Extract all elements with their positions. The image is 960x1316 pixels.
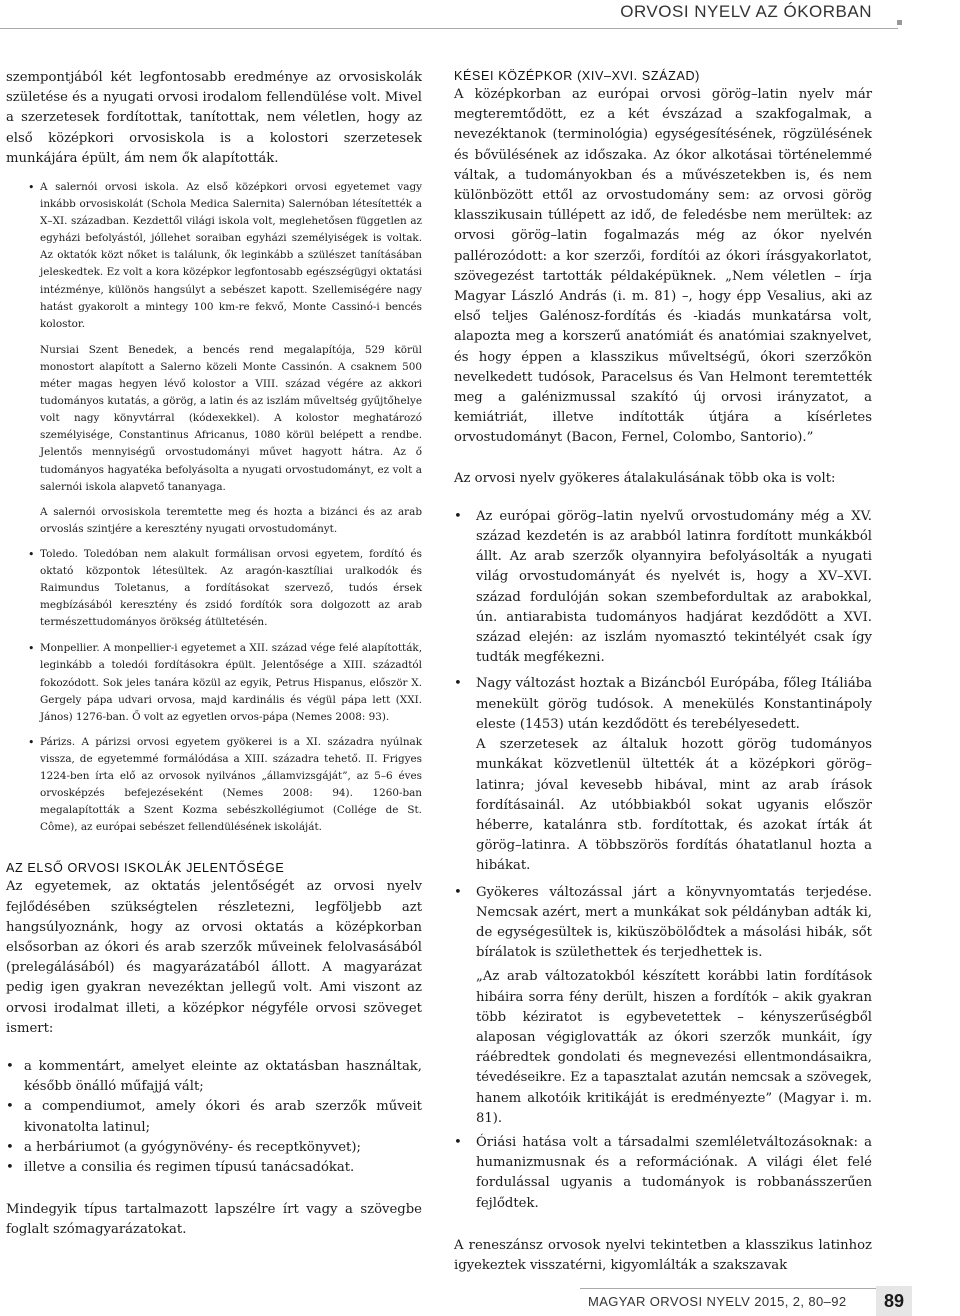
section-heading-late-middle-ages: KÉSEI KÖZÉPKOR (XIV–XVI. SZÁZAD) <box>454 69 700 83</box>
section-heading-first-schools: AZ ELSŐ ORVOSI ISKOLÁK JELENTŐSÉGE <box>6 861 285 876</box>
salerno-paragraph-2: Nursiai Szent Benedek, a bencés rend megalapítója, 529 körül monostort alapított a Salerno közeli Monte Cassinón. A csaknem 500 méter magas hegyen lévő kolostor a VIII. század végére az akkori tudományos kutatás, a görög, a latin és az iszlám műveltség gyűjtőhelye volt nagy könyvtárral (kódexekkel). A kolostor meghatározó személyisége, Constantinus Africanus, 1080 körül belépett a rendbe. Jelentős mennyiségű orvostudományi művet hagyott hátra. Az ő tudományos hagyatéka befolyásolta a nyugati orvostudományt, ez volt a salernói iskola alapvető tananyaga. <box>40 343 422 493</box>
header-rule <box>0 28 898 29</box>
right-paragraph-1: A középkorban az európai orvosi görög–latin nyelv már megteremtődött, ez a két évszázad a szakfogalmak, a nevezéktanok (terminológia) egységesítésének, rögzülésének és bővülésének az időszaka. Az ókor alkotásai történelemmé váltak, a tudományokban és a művészetekben is, és nem különbözött ettől az orvostudomány sem: az orvosi görög klasszikusain túllépett az idő, de feledésbe nem merültek: az orvosi görög–latin fogalmazás még az ókor nyelvén pallérozódott: a kor szerzői, fordítói az ókori írásgyakorlatot, szövegezést tartották példaképüknek. „Nem véletlen – írja Magyar László András (i. m. 81) –, hogy épp Vesalius, aki az első teljes Galénosz-fordítás és -kiadás munkatársa volt, alapozta meg a korszerű anatómiát és anatómiai szaknyelvet, és hogy éppen a klasszikus műveltségű, ókori szerzőkön nevelkedett tudósok, Paracelsus és Van Helmont teremtették meg a galénizmussal szakító új orvosi irányzatot, a kemiátriát, illetve indították útjára a kísérletes orvostudományt (Bacon, Fernel, Colombo, Santorio).” <box>454 87 872 446</box>
left-column <box>6 68 422 1241</box>
list-item-arab-influence: • Az európai görög–latin nyelvű orvostudomány még a XV. század kezdetén is az arabból latinra fordított munkákból állt. Az arab szerzők olyannyira befolyásolták a nyugati világ orvostudományát és nyelvét is, hogy a XV–XVI. század fordulóján sokan szembefordultak az arabokkal, ún. antiarabista tudományos hadjárat kezdődött a XVI. század elején: az iszlám nyomasztó tekintélyét csak így tudták megfékezni. <box>454 507 872 669</box>
list-item-paris: • Párizs. A párizsi orvosi egyetem gyökerei is a XI. századra nyúlnak vissza, de egyetemmé formálódása a XIII. századra tehető. II. Frigyes 1224-ben írta elő az orvosok nyilvános „államvizsgáját”, az 5–6 éves orvosképzés befejezéseként (Nemes 2008: 94). 1260-ban megalapították a Szent Kozma sebészkollégiumot (Collége de St. Côme), az európai sebészet fellendülésének iskoláját. <box>6 734 422 837</box>
school-list-2 <box>6 546 422 837</box>
text-types-list <box>6 1057 422 1178</box>
left-paragraph-1: szempontjából két legfontosabb eredménye az orvosiskolák születése és a nyugati orvosi irodalom fellendülése volt. Mivel a szerzetesek fordítottak, tanítottak, nem véletlen, hogy az első középkori orvosiskola is a kolostori szerzetesek munkájára épült, ám nem ők alapították. <box>6 70 422 166</box>
change-reasons-list-3 <box>454 1133 872 1214</box>
right-column <box>454 68 872 1276</box>
list-item-salerno: • A salernói orvosi iskola. Az első középkori orvosi egyetemet vagy inkább orvosiskolát (Schola Medica Salernita) Salernóban létesítették a X–XI. században. Kezdettől világi iskola volt, meglehetősen független az egyházi befolyástól, jóllehet soraiban egyházi személyiségek is voltak. Az oktatók közt nőket is találunk, ők leginkább a szülészet tanításában jeleskedtek. Ez volt a kora középkor legfontosabb egészségügyi oktatási intézménye, különös hangsúlyt a sebészet kapott. Szellemiségére nagy hatást gyakorolt a mintegy 100 km-re fekvő, Monte Cassinó-i bencés kolostor. <box>6 179 422 333</box>
list-item-byzantine-scholars: • Nagy változást hoztak a Bizáncból Európába, főleg Itáliába menekült görög tudósok. A menekülés Konstantinápoly eleste (1453) után kezdődött és terebélyesedett. <box>454 674 872 735</box>
running-header: ORVOSI NYELV AZ ÓKORBAN <box>620 2 872 21</box>
left-paragraph-3: Mindegyik típus tartalmazott lapszélre írt vagy a szövegbe foglalt szómagyarázatokat. <box>6 1202 422 1238</box>
list-item-commentary: • a kommentárt, amelyet eleinte az oktatásban használtak, később önálló műfajjá vált; <box>6 1057 422 1097</box>
change-reasons-list-2 <box>454 883 872 964</box>
salerno-paragraph-3: A salernói orvosiskola teremtette meg és hozta a bizánci és az arab orvoslás szintjére a keresztény nyugati orvostudományt. <box>40 505 422 535</box>
journal-citation: MAGYAR ORVOSI NYELV 2015, 2, 80–92 <box>588 1294 847 1309</box>
printing-quote: „Az arab változatokból készített korábbi latin fordítások hibáira sorra fény derült, hiszen a fordítók – akik gyakran több kéziratot is egybevetettek – kényszerűségből alaposan végiglovatták az ókori szerzők munkáit, így ráébredtek gondolati és megnevezési ellentmondásaikra, tévedéseikre. Ez a tapasztalat azután nemcsak a szövegek, hanem alkotóik kritikáját is eredményezte” (Magyar i. m. 81). <box>476 969 872 1126</box>
list-item-herbarium: • a herbáriumot (a gyógynövény- és receptkönyvet); <box>6 1138 422 1158</box>
list-item-printing: • Gyökeres változással járt a könyvnyomtatás terjedése. Nemcsak azért, mert a munkákat sok példányban adták ki, de egységesültek is, kiküszöbölődtek a másolási hibák, sőt bírálatok is születhettek és terjedhettek is. <box>454 883 872 964</box>
page-number: 89 <box>876 1286 912 1316</box>
list-item-toledo: • Toledo. Toledóban nem alakult formálisan orvosi egyetem, fordító és oktató központok létesültek. Az aragón-kasztíliai uralkodók és Raimundus Toletanus, a fordításokat szervező, tudós érsek megbízásából keresztény és zsidó fordítók sora dolgozott az arab természettudományos örökség átültetésén. <box>6 546 422 631</box>
change-reasons-list <box>454 507 872 735</box>
footer-rule <box>580 1288 912 1289</box>
list-item-montpellier: • Monpellier. A monpellier-i egyetemet a XII. század vége felé alapították, leginkább a toledói fordításokra épült. Jelentősége a XIII. századtól fokozódott. Sok jeles tanára közül az egyik, Petrus Hispanus, először X. Gergely pápa udvari orvosa, majd kardinális és végül pápa lett (XXI. János) 1276-ban. Ő volt az egyetlen orvos-pápa (Nemes 2008: 93). <box>6 640 422 725</box>
school-list-1 <box>6 179 422 333</box>
header-square-ornament <box>897 20 902 25</box>
left-paragraph-2: Az egyetemek, az oktatás jelentőségét az orvosi nyelv fejlődésében szükségtelen részletezni, legföljebb azt hangsúlyoznánk, hogy az orvosi oktatás a középkorban elsősorban az ókori és arab szerzők műveinek felolvasásából (prelegálásából) és magyarázatából állott. A magyarázat pedig igen gyakran nevezéktan jellegű volt. Ami viszont az orvosi irodalmat illeti, a középkor négyféle orvosi szöveget ismert: <box>6 879 422 1036</box>
byzantine-paragraph-2: A szerzetesek az általuk hozott görög tudományos munkákat közvetlenül ültették át a középkori görög–latinra; jóval kevesebb hibával, mint az arab írások fordításainál. Az utóbbiakból sokat ugyanis először héberre, katalánra stb. fordítottak, és azokat írták át görög–latinra. A többszörös fordítás óhatatlanul hozta a hibákat. <box>476 737 872 874</box>
right-paragraph-3: A reneszánsz orvosok nyelvi tekintetben a klasszikus latinhoz igyekeztek visszatérni, kigyomlálták a szakszavak <box>454 1237 872 1273</box>
list-item-consilia: • illetve a consilia és regimen típusú tanácsadókat. <box>6 1158 422 1178</box>
list-item-compendium: • a compendiumot, amely ókori és arab szerzők műveit kivonatolta latinul; <box>6 1097 422 1137</box>
list-item-humanism: • Óriási hatása volt a társadalmi szemléletváltozásoknak: a humanizmusnak és a reformációnak. A világi élet felé fordulással ugyanis a tudományok is robbanásszerűen fejlődtek. <box>454 1133 872 1214</box>
right-paragraph-2: Az orvosi nyelv gyökeres átalakulásának több oka is volt: <box>454 470 836 486</box>
